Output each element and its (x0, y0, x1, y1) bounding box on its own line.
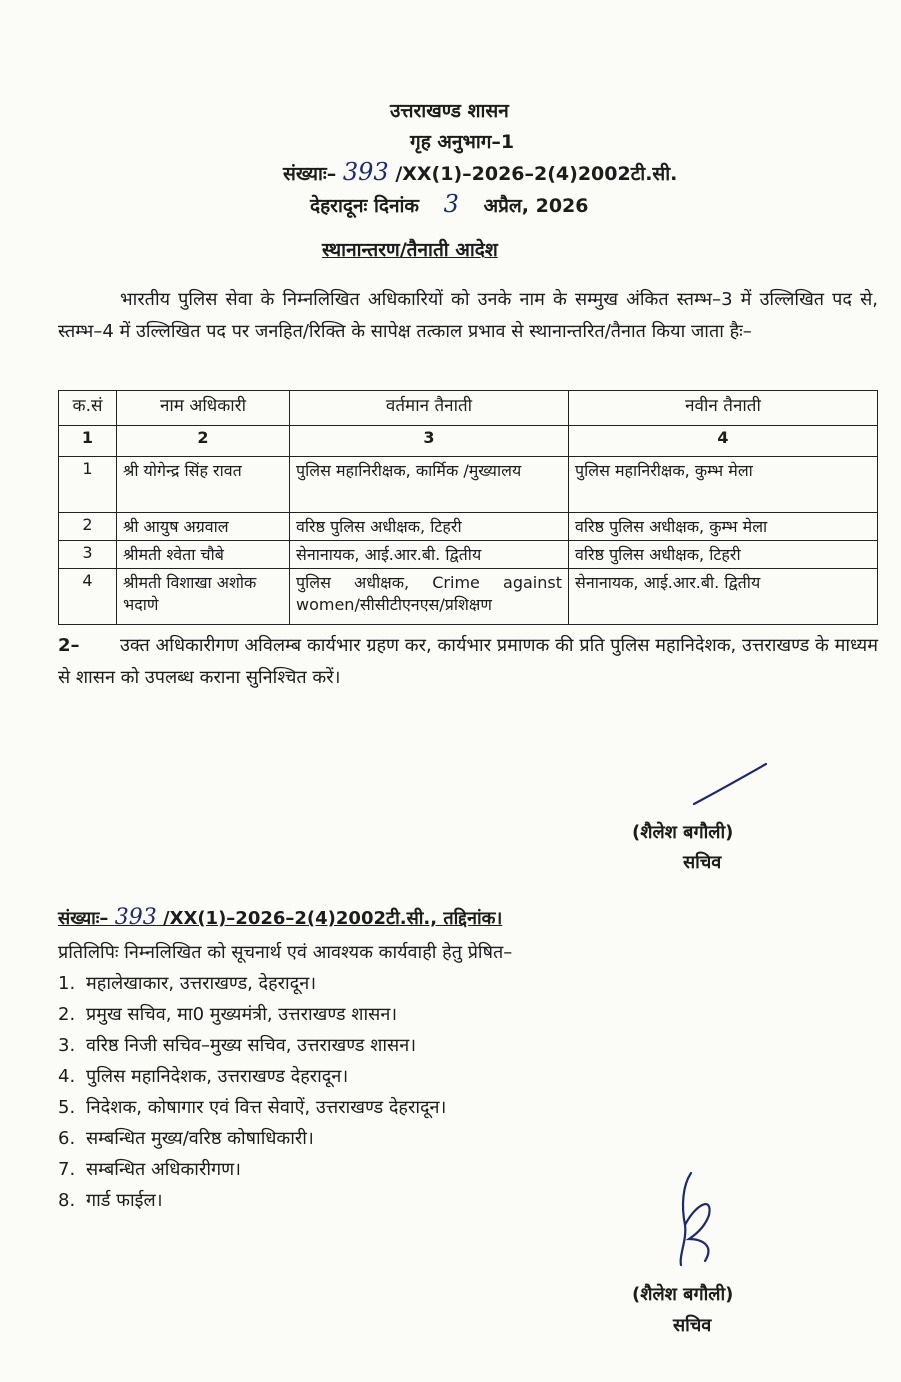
list-item-number: 3. (58, 1035, 76, 1056)
table-column-number-row (59, 426, 878, 457)
list-item (58, 1061, 446, 1092)
list-item (58, 1030, 446, 1061)
table-row (59, 457, 878, 513)
order-title: स्थानान्तरण/तैनाती आदेश (322, 239, 498, 261)
list-item-text: प्रमुख सचिव, मा0 मुख्यमंत्री, उत्तराखण्ड शासन। (86, 1004, 398, 1025)
list-item (58, 1092, 446, 1123)
cell-officer-name: श्रीमती विशाखा अशोक भदाणे (117, 569, 290, 625)
header-new-posting: नवीन तैनाती (569, 391, 878, 426)
copy-intro: प्रतिलिपिः निम्नलिखित को सूचनार्थ एवं आवश्यक कार्यवाही हेतु प्रेषित– (58, 942, 513, 963)
list-item-number: 7. (58, 1159, 76, 1180)
cell-current-posting: पुलिस अधीक्षक, Crime against women/सीसीटीएनएस/प्रशिक्षण (290, 569, 569, 625)
list-item-text: सम्बन्धित मुख्य/वरिष्ठ कोषाधिकारी। (86, 1128, 314, 1149)
paragraph-2 (58, 630, 878, 694)
cell-serial: 2 (59, 513, 117, 541)
list-item-number: 4. (58, 1066, 76, 1087)
cell-new-posting: सेनानायक, आई.आर.बी. द्वितीय (569, 569, 878, 625)
cell-new-posting: पुलिस महानिरीक्षक, कुम्भ मेला (569, 457, 878, 513)
signatory-name-2: (शैलेश बगौली) (632, 1284, 734, 1305)
order-number-handwritten: 393 (342, 158, 389, 186)
copy-recipient-list (58, 968, 446, 1216)
transfer-table (58, 390, 878, 625)
order-number-prefix: संख्याः– (283, 163, 337, 185)
signatory-designation-1: सचिव (683, 852, 722, 873)
list-item-number: 8. (58, 1190, 76, 1211)
list-item-text: पुलिस महानिदेशक, उत्तराखण्ड देहरादून। (86, 1066, 349, 1087)
table-row (59, 541, 878, 569)
date-suffix: अप्रैल, 2026 (483, 195, 589, 217)
place-date-prefix: देहरादूनः दिनांक (310, 195, 420, 217)
table-row (59, 513, 878, 541)
list-item-text: सम्बन्धित अधिकारीगण। (86, 1159, 241, 1180)
list-item-text: गार्ड फाईल। (86, 1190, 163, 1211)
list-item-number: 5. (58, 1097, 76, 1118)
column-number: 1 (59, 426, 117, 457)
list-item (58, 1185, 446, 1216)
list-item-number: 6. (58, 1128, 76, 1149)
list-item (58, 968, 446, 999)
table-row (59, 569, 878, 625)
list-item-text: महालेखाकार, उत्तराखण्ड, देहरादून। (86, 973, 317, 994)
cell-new-posting: वरिष्ठ पुलिस अधीक्षक, टिहरी (569, 541, 878, 569)
cell-new-posting: वरिष्ठ पुलिस अधीक्षक, कुम्भ मेला (569, 513, 878, 541)
intro-paragraph: भारतीय पुलिस सेवा के निम्नलिखित अधिकारियों को उनके नाम के सम्मुख अंकित स्तम्भ–3 में उल्लिखित पद से, स्तम्भ–4 में उल्लिखित पद पर जनहित/रिक्ति के सापेक्ष तत्काल प्रभाव से स्थानान्तरित/तैनात किया जाता हैः– (58, 289, 878, 342)
copy-number-suffix: /XX(1)–2026–2(4)2002टी.सी., तद्दिनांक। (163, 908, 503, 929)
signature-stroke-1 (690, 760, 770, 810)
list-item-number: 2. (58, 1004, 76, 1025)
cell-current-posting: वरिष्ठ पुलिस अधीक्षक, टिहरी (290, 513, 569, 541)
list-item (58, 1123, 446, 1154)
header-department: गृह अनुभाग–1 (410, 131, 515, 153)
signatory-name-1: (शैलेश बगौली) (632, 822, 734, 843)
copy-order-number (58, 905, 502, 930)
copy-number-handwritten: 393 (114, 905, 157, 930)
header-current-posting: वर्तमान तैनाती (290, 391, 569, 426)
list-item-number: 1. (58, 973, 76, 994)
cell-officer-name: श्रीमती श्वेता चौबे (117, 541, 290, 569)
cell-officer-name: श्री आयुष अग्रवाल (117, 513, 290, 541)
column-number: 2 (117, 426, 290, 457)
order-number-suffix: /XX(1)–2026–2(4)2002टी.सी. (395, 163, 678, 185)
header-government: उत्तराखण्ड शासन (390, 100, 509, 122)
list-item (58, 1154, 446, 1185)
header-officer-name: नाम अधिकारी (117, 391, 290, 426)
header-order-number (283, 158, 677, 186)
column-number: 3 (290, 426, 569, 457)
cell-current-posting: पुलिस महानिरीक्षक, कार्मिक /मुख्यालय (290, 457, 569, 513)
signature-stroke-2 (665, 1165, 725, 1275)
list-item (58, 999, 446, 1030)
date-handwritten: 3 (443, 190, 459, 218)
header-serial: क.सं (59, 391, 117, 426)
paragraph-2-text: उक्त अधिकारीगण अविलम्ब कार्यभार ग्रहण कर, कार्यभार प्रमाणक की प्रति पुलिस महानिदेशक, उत्तराखण्ड के माध्यम से शासन को उपलब्ध कराना सुनिश्चित करें। (58, 635, 878, 688)
signatory-designation-2: सचिव (673, 1315, 712, 1336)
column-number: 4 (569, 426, 878, 457)
cell-serial: 4 (59, 569, 117, 625)
cell-serial: 3 (59, 541, 117, 569)
cell-serial: 1 (59, 457, 117, 513)
cell-current-posting: सेनानायक, आई.आर.बी. द्वितीय (290, 541, 569, 569)
table-header-row (59, 391, 878, 426)
paragraph-2-number: 2– (58, 635, 80, 656)
list-item-text: निदेशक, कोषागार एवं वित्त सेवाऐं, उत्तराखण्ड देहरादून। (86, 1097, 447, 1118)
copy-number-prefix: संख्याः– (58, 908, 109, 929)
list-item-text: वरिष्ठ निजी सचिव–मुख्य सचिव, उत्तराखण्ड शासन। (86, 1035, 417, 1056)
header-place-date (310, 190, 589, 218)
cell-officer-name: श्री योगेन्द्र सिंह रावत (117, 457, 290, 513)
